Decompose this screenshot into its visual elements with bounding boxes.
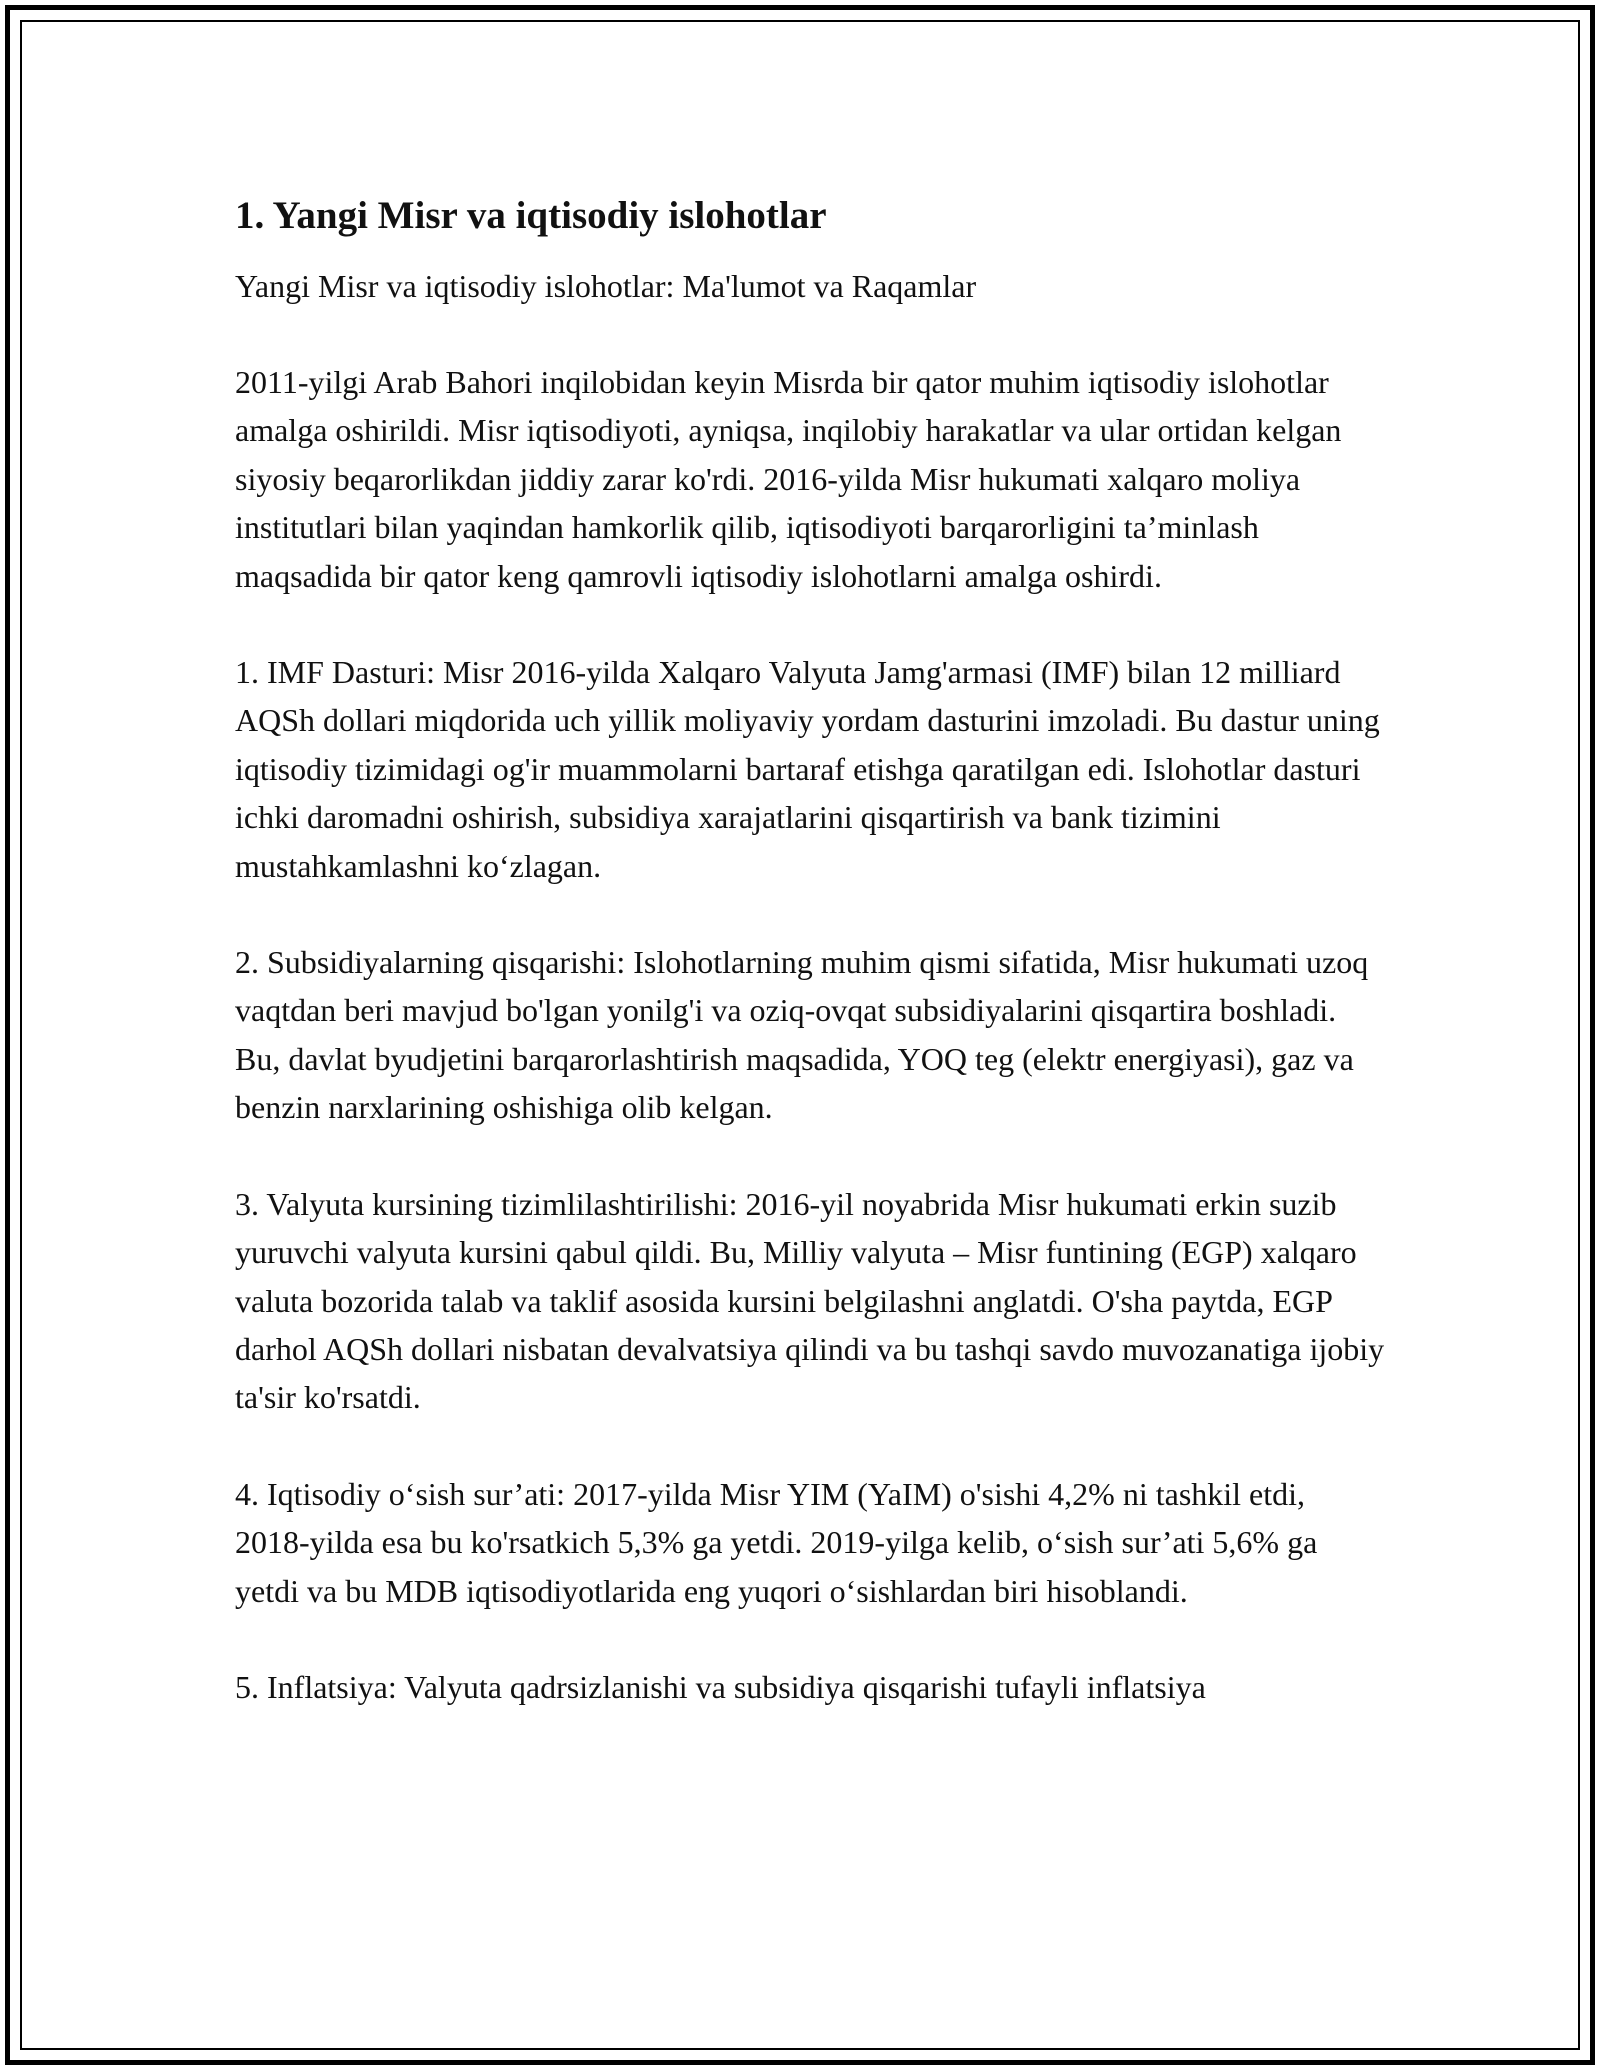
document-subtitle: Yangi Misr va iqtisodiy islohotlar: Ma'lumot va Raqamlar (235, 268, 977, 304)
paragraph-intro: 2011-yilgi Arab Bahori inqilobidan keyin Misrda bir qator muhim iqtisodiy islohotlar amalga oshirildi. Misr iqtisodiyoti, ayniqsa, inqilobiy harakatlar va ular ortidan kelgan siyosiy beqarorlikdan jiddiy zarar ko'rdi. 2016-yilda Misr hukumati xalqaro moliya institutlari bilan yaqindan hamkorlik qilib, iqtisodiyoti barqarorligini ta’minlash maqsadida bir qator keng qamrovli iqtisodiy islohotlarni amalga oshirdi. (235, 364, 1342, 594)
paragraph-subsidies: 2. Subsidiyalarning qisqarishi: Islohotlarning muhim qismi sifatida, Misr hukumati uzoq vaqtdan beri mavjud bo'lgan yonilg'i va oziq-ovqat subsidiyalarini qisqartira boshladi. Bu, davlat byudjetini barqarorlashtirish maqsadida, YOQ teg (elektr energiyasi), gaz va benzin narxlarining oshishiga olib kelgan. (235, 944, 1369, 1126)
paragraph-growth-rate: 4. Iqtisodiy o‘sish sur’ati: 2017-yilda Misr YIM (YaIM) o'sishi 4,2% ni tashkil etdi, 2018-yilda esa bu ko'rsatkich 5,3% ga yetdi. 2019-yilga kelib, o‘sish sur’ati 5,6% ga yetdi va bu MDB iqtisodiyotlarida eng yuqori o‘sishlardan biri hisoblandi. (235, 1475, 1318, 1609)
paragraph-imf-program: 1. IMF Dasturi: Misr 2016-yilda Xalqaro Valyuta Jamg'armasi (IMF) bilan 12 milliard AQSh dollari miqdorida uch yillik moliyaviy yordam dasturini imzoladi. Bu dastur uning iqtisodiy tizimidagi og'ir muammolarni bartaraf etishga qaratilgan edi. Islohotlar dasturi ichki daromadni oshirish, subsidiya xarajatlarini qisqartirish va bank tizimini mustahkamlashni ko‘zlagan. (235, 654, 1380, 884)
document-body (235, 180, 1385, 1759)
document-title: 1. Yangi Misr va iqtisodiy islohotlar (235, 194, 827, 237)
paragraph-inflation: 5. Inflatsiya: Valyuta qadrsizlanishi va subsidiya qisqarishi tufayli inflatsiya (235, 1668, 1206, 1705)
paragraph-exchange-rate: 3. Valyuta kursining tizimlilashtirilishi: 2016-yil noyabrida Misr hukumati erkin suzib yuruvchi valyuta kursini qabul qildi. Bu, Milliy valyuta – Misr funtining (EGP) xalqaro valuta bozorida talab va taklif asosida kursini belgilashni anglatdi. O'sha paytda, EGP darhol AQSh dollari nisbatan devalvatsiya qilindi va bu tashqi savdo muvozanatiga ijobiy ta'sir ko'rsatdi. (235, 1185, 1385, 1416)
